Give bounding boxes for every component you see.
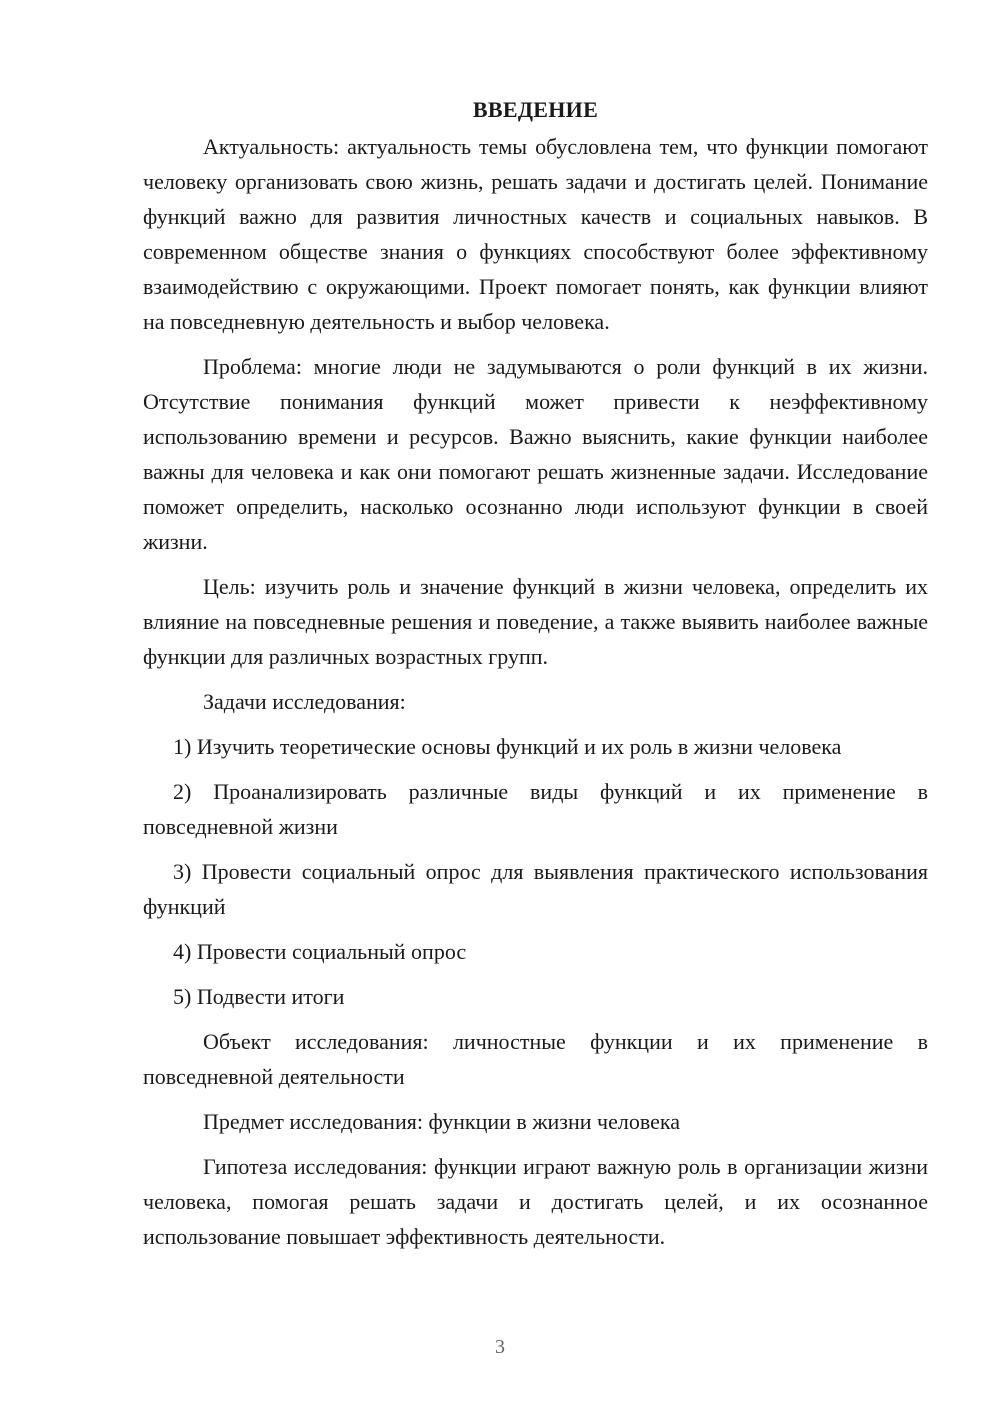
problem-paragraph: Проблема: многие люди не задумываются о роли функций в их жизни. Отсутствие понимания функций может привести к неэффективному использованию времени и ресурсов. Важно выяснить, какие функции наиболее важны для человека и как они помогают решать жизненные задачи. Исследование поможет определить, насколько осознанно люди используют функции в своей жизни. xyxy=(143,354,928,554)
goal-paragraph: Цель: изучить роль и значение функций в жизни человека, определить их влияние на повседневные решения и поведение, а также выявить наиболее важные функции для различных возрастных групп. xyxy=(143,574,928,669)
research-object-paragraph: Объект исследования: личностные функции и их применение в повседневной деятельности xyxy=(143,1029,928,1089)
task-item-3: 3) Провести социальный опрос для выявления практического использования функций xyxy=(143,859,928,919)
page-number: 3 xyxy=(495,1336,505,1358)
document-page xyxy=(143,92,928,1264)
tasks-heading: Задачи исследования: xyxy=(203,689,406,714)
task-item-1: 1) Изучить теоретические основы функций и их роль в жизни человека xyxy=(173,734,842,759)
task-item-5: 5) Подвести итоги xyxy=(173,984,345,1009)
research-subject-paragraph: Предмет исследования: функции в жизни человека xyxy=(203,1109,680,1134)
hypothesis-paragraph: Гипотеза исследования: функции играют важную роль в организации жизни человека, помогая решать задачи и достигать целей, и их осознанное использование повышает эффективность деятельности. xyxy=(143,1154,928,1249)
task-item-2: 2) Проанализировать различные виды функций и их применение в повседневной жизни xyxy=(143,779,928,839)
relevance-paragraph: Актуальность: актуальность темы обусловлена тем, что функции помогают человеку организовать свою жизнь, решать задачи и достигать целей. Понимание функций важно для развития личностных качеств и социальных навыков. В современном обществе знания о функциях способствуют более эффективному взаимодействию с окружающими. Проект помогает понять, как функции влияют на повседневную деятельность и выбор человека. xyxy=(143,134,928,334)
task-item-4: 4) Провести социальный опрос xyxy=(173,939,467,964)
section-heading: ВВЕДЕНИЕ xyxy=(472,97,599,122)
